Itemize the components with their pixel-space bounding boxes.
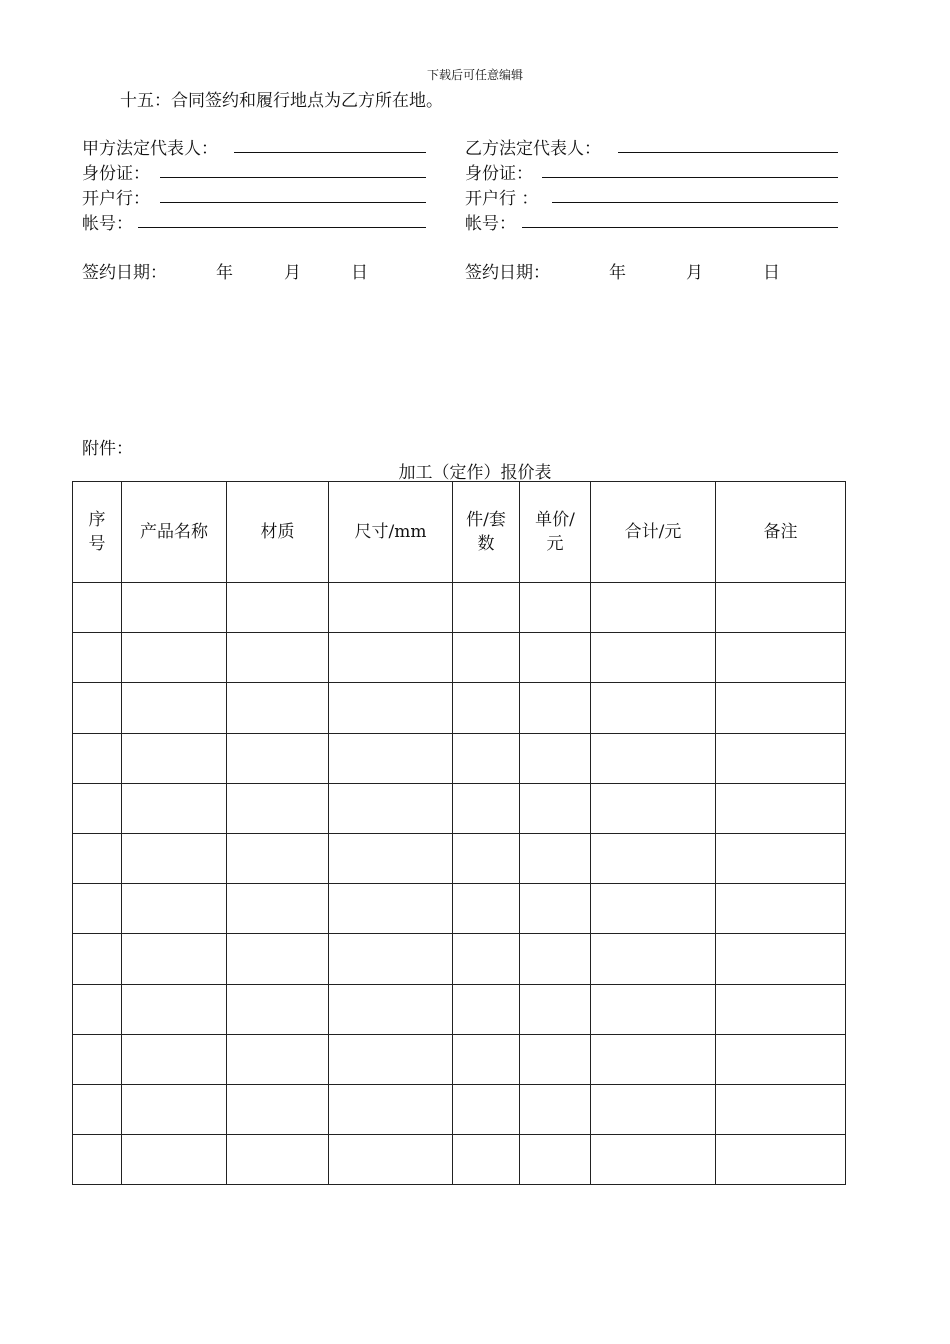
cell-seq[interactable] xyxy=(73,1135,122,1185)
party-a-month: 月 xyxy=(284,263,301,283)
party-b-account-field[interactable] xyxy=(522,227,838,228)
cell-pieces[interactable] xyxy=(453,733,520,783)
quote-table-title: 加工（定作）报价表 xyxy=(398,463,552,483)
cell-size[interactable] xyxy=(329,633,453,683)
cell-product-name[interactable] xyxy=(122,633,227,683)
cell-remark[interactable] xyxy=(716,1084,846,1134)
cell-unit-price[interactable] xyxy=(520,1034,591,1084)
cell-total[interactable] xyxy=(591,583,716,633)
cell-total[interactable] xyxy=(591,833,716,883)
cell-size[interactable] xyxy=(329,583,453,633)
party-b-rep-field[interactable] xyxy=(618,152,838,153)
party-a-account-field[interactable] xyxy=(138,227,426,228)
cell-seq[interactable] xyxy=(73,884,122,934)
header-material: 材质 xyxy=(227,482,329,583)
cell-total[interactable] xyxy=(591,884,716,934)
cell-material[interactable] xyxy=(227,1034,329,1084)
party-a-bank-field[interactable] xyxy=(160,202,426,203)
cell-product-name[interactable] xyxy=(122,934,227,984)
cell-seq[interactable] xyxy=(73,1034,122,1084)
cell-pieces[interactable] xyxy=(453,583,520,633)
cell-unit-price[interactable] xyxy=(520,984,591,1034)
table-row xyxy=(73,733,846,783)
cell-product-name[interactable] xyxy=(122,984,227,1034)
cell-product-name[interactable] xyxy=(122,683,227,733)
cell-size[interactable] xyxy=(329,934,453,984)
cell-pieces[interactable] xyxy=(453,1034,520,1084)
table-row xyxy=(73,833,846,883)
cell-pieces[interactable] xyxy=(453,1135,520,1185)
party-a-id-field[interactable] xyxy=(160,177,426,178)
cell-material[interactable] xyxy=(227,1084,329,1134)
header-remark: 备注 xyxy=(716,482,846,583)
cell-total[interactable] xyxy=(591,1135,716,1185)
cell-size[interactable] xyxy=(329,1084,453,1134)
cell-size[interactable] xyxy=(329,833,453,883)
cell-pieces[interactable] xyxy=(453,833,520,883)
cell-unit-price[interactable] xyxy=(520,934,591,984)
table-row xyxy=(73,583,846,633)
cell-remark[interactable] xyxy=(716,934,846,984)
cell-remark[interactable] xyxy=(716,884,846,934)
cell-pieces[interactable] xyxy=(453,1084,520,1134)
cell-material[interactable] xyxy=(227,783,329,833)
quote-table xyxy=(72,481,846,1185)
cell-size[interactable] xyxy=(329,783,453,833)
header-product-name: 产品名称 xyxy=(122,482,227,583)
cell-product-name[interactable] xyxy=(122,1135,227,1185)
cell-total[interactable] xyxy=(591,683,716,733)
party-b-day: 日 xyxy=(763,263,780,283)
cell-seq[interactable] xyxy=(73,783,122,833)
party-a-rep-field[interactable] xyxy=(234,152,426,153)
cell-remark[interactable] xyxy=(716,984,846,1034)
cell-seq[interactable] xyxy=(73,583,122,633)
party-b-bank-label: 开户行 ： xyxy=(465,189,539,209)
cell-size[interactable] xyxy=(329,683,453,733)
header-seq: 序号 xyxy=(73,482,122,583)
table-row xyxy=(73,683,846,733)
cell-pieces[interactable] xyxy=(453,633,520,683)
cell-total[interactable] xyxy=(591,783,716,833)
cell-remark[interactable] xyxy=(716,783,846,833)
party-b-id-field[interactable] xyxy=(542,177,838,178)
party-a-day: 日 xyxy=(351,263,368,283)
cell-total[interactable] xyxy=(591,934,716,984)
cell-pieces[interactable] xyxy=(453,783,520,833)
cell-size[interactable] xyxy=(329,1034,453,1084)
cell-remark[interactable] xyxy=(716,683,846,733)
party-b-month: 月 xyxy=(686,263,703,283)
cell-unit-price[interactable] xyxy=(520,884,591,934)
cell-unit-price[interactable] xyxy=(520,583,591,633)
download-note: 下载后可任意编辑 xyxy=(426,68,523,82)
table-row xyxy=(73,1034,846,1084)
party-a-rep-label: 甲方法定代表人： xyxy=(82,139,218,159)
cell-product-name[interactable] xyxy=(122,1034,227,1084)
cell-unit-price[interactable] xyxy=(520,833,591,883)
cell-unit-price[interactable] xyxy=(520,683,591,733)
table-row xyxy=(73,984,846,1034)
cell-seq[interactable] xyxy=(73,683,122,733)
cell-total[interactable] xyxy=(591,733,716,783)
header-unit-price: 单价/元 xyxy=(520,482,591,583)
cell-size[interactable] xyxy=(329,1135,453,1185)
party-b-rep-label: 乙方法定代表人： xyxy=(465,139,601,159)
party-a-date-label: 签约日期： xyxy=(82,263,167,283)
cell-material[interactable] xyxy=(227,884,329,934)
cell-material[interactable] xyxy=(227,683,329,733)
party-a-year: 年 xyxy=(216,263,233,283)
party-a-account-label: 帐号： xyxy=(82,214,133,234)
cell-product-name[interactable] xyxy=(122,884,227,934)
cell-product-name[interactable] xyxy=(122,783,227,833)
cell-seq[interactable] xyxy=(73,934,122,984)
cell-total[interactable] xyxy=(591,984,716,1034)
cell-unit-price[interactable] xyxy=(520,1135,591,1185)
cell-product-name[interactable] xyxy=(122,583,227,633)
cell-total[interactable] xyxy=(591,1034,716,1084)
cell-total[interactable] xyxy=(591,633,716,683)
cell-remark[interactable] xyxy=(716,583,846,633)
party-a-id-label: 身份证： xyxy=(82,164,150,184)
clause-fifteen: 十五：合同签约和履行地点为乙方所在地。 xyxy=(120,91,443,111)
cell-pieces[interactable] xyxy=(453,984,520,1034)
cell-material[interactable] xyxy=(227,934,329,984)
cell-remark[interactable] xyxy=(716,1135,846,1185)
cell-pieces[interactable] xyxy=(453,934,520,984)
quote-table-header-row xyxy=(73,482,846,583)
cell-product-name[interactable] xyxy=(122,833,227,883)
cell-total[interactable] xyxy=(591,1084,716,1134)
header-size: 尺寸/mm xyxy=(329,482,453,583)
cell-pieces[interactable] xyxy=(453,884,520,934)
cell-unit-price[interactable] xyxy=(520,783,591,833)
header-total: 合计/元 xyxy=(591,482,716,583)
cell-size[interactable] xyxy=(329,884,453,934)
party-a-bank-label: 开户行： xyxy=(82,189,150,209)
cell-product-name[interactable] xyxy=(122,733,227,783)
cell-unit-price[interactable] xyxy=(520,733,591,783)
cell-unit-price[interactable] xyxy=(520,1084,591,1134)
cell-unit-price[interactable] xyxy=(520,633,591,683)
table-row xyxy=(73,783,846,833)
table-row xyxy=(73,934,846,984)
cell-seq[interactable] xyxy=(73,984,122,1034)
header-pieces: 件/套数 xyxy=(453,482,520,583)
table-row xyxy=(73,884,846,934)
party-b-date-label: 签约日期： xyxy=(465,263,550,283)
cell-material[interactable] xyxy=(227,583,329,633)
cell-product-name[interactable] xyxy=(122,1084,227,1134)
cell-size[interactable] xyxy=(329,984,453,1034)
attachment-label: 附件： xyxy=(82,439,133,459)
cell-remark[interactable] xyxy=(716,833,846,883)
cell-seq[interactable] xyxy=(73,633,122,683)
party-b-bank-field[interactable] xyxy=(552,202,838,203)
cell-material[interactable] xyxy=(227,833,329,883)
cell-material[interactable] xyxy=(227,633,329,683)
cell-remark[interactable] xyxy=(716,633,846,683)
cell-size[interactable] xyxy=(329,733,453,783)
party-b-year: 年 xyxy=(609,263,626,283)
cell-remark[interactable] xyxy=(716,1034,846,1084)
cell-seq[interactable] xyxy=(73,1084,122,1134)
party-b-account-label: 帐号： xyxy=(465,214,516,234)
cell-material[interactable] xyxy=(227,984,329,1034)
cell-seq[interactable] xyxy=(73,833,122,883)
cell-remark[interactable] xyxy=(716,733,846,783)
table-row xyxy=(73,1135,846,1185)
cell-material[interactable] xyxy=(227,733,329,783)
table-row xyxy=(73,633,846,683)
party-b-id-label: 身份证： xyxy=(465,164,533,184)
table-row xyxy=(73,1084,846,1134)
cell-seq[interactable] xyxy=(73,733,122,783)
cell-pieces[interactable] xyxy=(453,683,520,733)
cell-material[interactable] xyxy=(227,1135,329,1185)
